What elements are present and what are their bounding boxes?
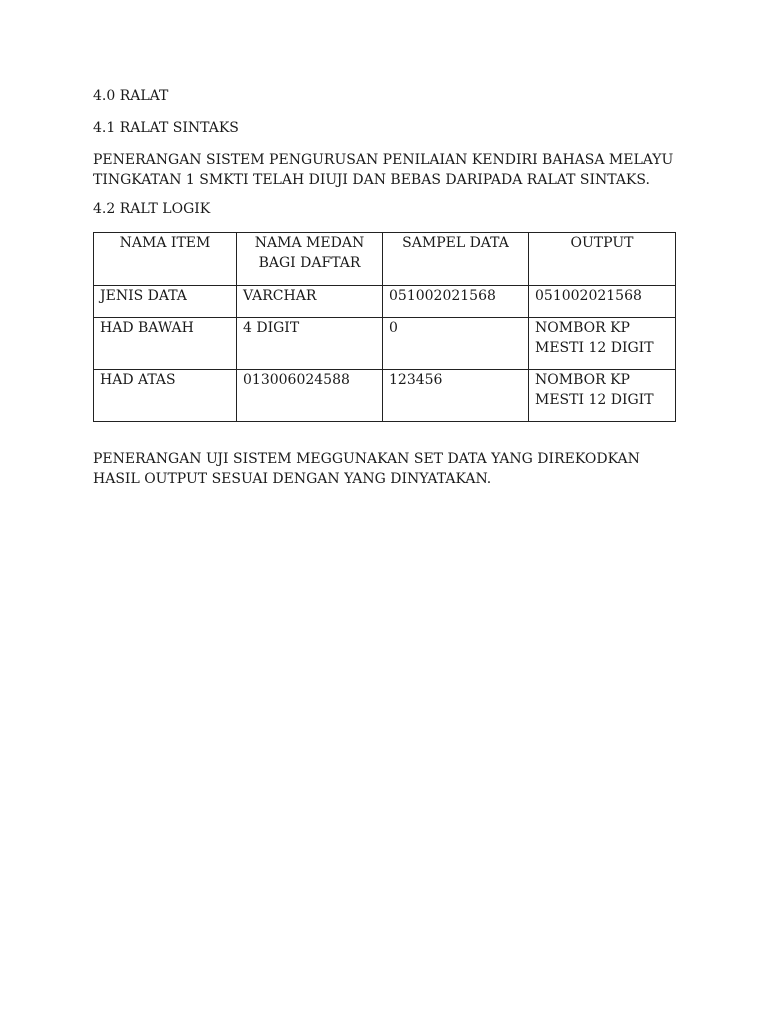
logik-table bbox=[93, 232, 676, 422]
cell-line: 0 bbox=[389, 320, 398, 336]
table-cell bbox=[529, 318, 676, 370]
column-header bbox=[94, 233, 237, 286]
table-cell bbox=[237, 286, 383, 318]
header-line: BAGI DAFTAR bbox=[258, 255, 361, 271]
table-cell bbox=[94, 370, 237, 422]
table-cell bbox=[94, 286, 237, 318]
cell-line: 051002021568 bbox=[389, 288, 496, 304]
cell-line: HAD BAWAH bbox=[100, 320, 194, 336]
sintaks-paragraph bbox=[93, 150, 693, 190]
paragraph-line: PENERANGAN UJI SISTEM MEGGUNAKAN SET DATA YANG DIREKODKAN bbox=[93, 451, 640, 467]
cell-line: 051002021568 bbox=[535, 288, 642, 304]
cell-line: HAD ATAS bbox=[100, 372, 176, 388]
paragraph-line: TINGKATAN 1 SMKTI TELAH DIUJI DAN BEBAS DARIPADA RALAT SINTAKS. bbox=[93, 172, 650, 188]
table-header-row bbox=[94, 233, 676, 286]
cell-line: 013006024588 bbox=[243, 372, 350, 388]
table-cell bbox=[529, 286, 676, 318]
column-header bbox=[383, 233, 529, 286]
cell-line: 123456 bbox=[389, 372, 443, 388]
cell-line: 4 DIGIT bbox=[243, 320, 300, 336]
table-cell bbox=[237, 318, 383, 370]
paragraph-line: HASIL OUTPUT SESUAI DENGAN YANG DINYATAKAN. bbox=[93, 471, 492, 487]
table-row bbox=[94, 286, 676, 318]
table-cell bbox=[383, 286, 529, 318]
table-cell bbox=[383, 318, 529, 370]
cell-line: VARCHAR bbox=[243, 288, 317, 304]
column-header bbox=[529, 233, 676, 286]
table-row bbox=[94, 370, 676, 422]
header-line: SAMPEL DATA bbox=[402, 235, 509, 251]
section-heading-ralat: 4.0 RALAT bbox=[93, 88, 169, 104]
column-header bbox=[237, 233, 383, 286]
table-cell bbox=[383, 370, 529, 422]
table-cell bbox=[529, 370, 676, 422]
table-cell bbox=[94, 318, 237, 370]
cell-line: NOMBOR KP bbox=[535, 320, 630, 336]
cell-line: JENIS DATA bbox=[100, 288, 187, 304]
subsection-heading-logik: 4.2 RALT LOGIK bbox=[93, 201, 211, 217]
paragraph-line: PENERANGAN SISTEM PENGURUSAN PENILAIAN KENDIRI BAHASA MELAYU bbox=[93, 152, 674, 168]
cell-line: MESTI 12 DIGIT bbox=[535, 340, 654, 356]
subsection-heading-sintaks: 4.1 RALAT SINTAKS bbox=[93, 120, 239, 136]
table-cell bbox=[237, 370, 383, 422]
header-line: NAMA ITEM bbox=[119, 235, 211, 251]
cell-line: NOMBOR KP bbox=[535, 372, 630, 388]
header-line: NAMA MEDAN bbox=[254, 235, 365, 251]
logik-paragraph bbox=[93, 449, 693, 489]
cell-line: MESTI 12 DIGIT bbox=[535, 392, 654, 408]
header-line: OUTPUT bbox=[570, 235, 634, 251]
table-row bbox=[94, 318, 676, 370]
